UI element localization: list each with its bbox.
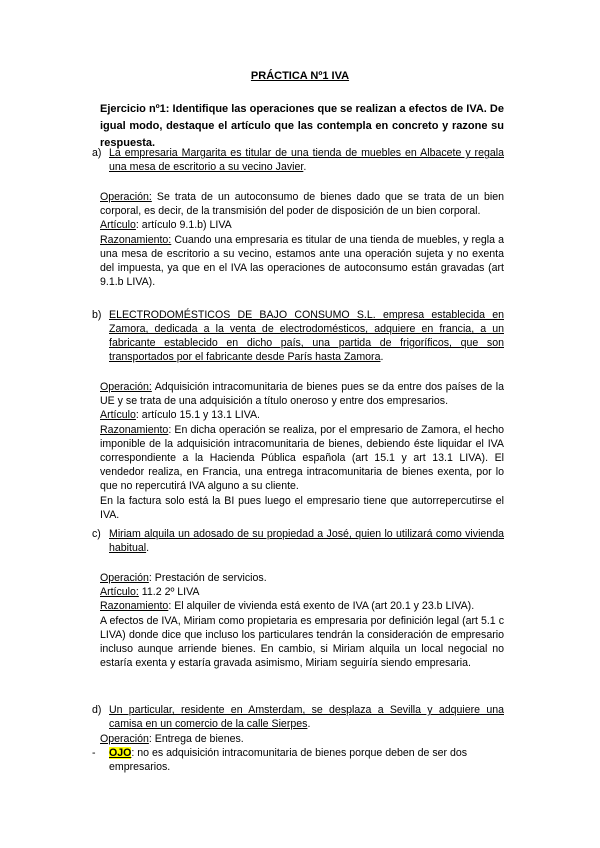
item-d-label: d) [92, 704, 102, 716]
item-b-statement: ELECTRODOMÉSTICOS DE BAJO CONSUMO S.L. empresa establecida en Zamora, dedicada a la venta de electrodomésticos, adquiere en francia, a un fabricante establecido en dicho país, una partida de frigoríficos, que son transportados por el fabricante desde París hasta Zamora [109, 309, 504, 363]
razonamiento-label: Razonamiento [100, 600, 169, 613]
item-d-answer [100, 732, 504, 746]
operacion-label: Operación: [100, 191, 152, 203]
operacion-text: : Entrega de bienes. [148, 733, 244, 745]
item-a: a) La empresaria Margarita es titular de una tienda de muebles en Albacete y regala una mesa de escritorio a su vecino Javier. [92, 147, 504, 173]
operacion-label: Operación: [100, 381, 152, 393]
articulo-text: : artículo 9.1.b) LIVA [135, 219, 232, 232]
page-title: PRÁCTICA Nº1 IVA [250, 70, 350, 82]
item-a-statement: La empresaria Margarita es titular de una tienda de muebles en Albacete y regala una mesa de escritorio a su vecino Javier [109, 147, 504, 173]
item-b-answer [100, 380, 504, 522]
operacion-text: : Prestación de servicios. [148, 572, 267, 584]
item-d: d) Un particular, residente en Amsterdam, se desplaza a Sevilla y adquiere una camisa en un comercio de la calle Sierpes. [92, 704, 504, 730]
bullet-dash: - [92, 747, 96, 759]
item-c: c) Miriam alquila un adosado de su propiedad a José, quien lo utilizará como vivienda habitual. [92, 528, 504, 554]
item-b-extra: En la factura solo está la BI pues luego el empresario tiene que autorrepercutirse el IVA. [100, 494, 504, 521]
item-a-label: a) [92, 147, 102, 159]
item-b: b) ELECTRODOMÉSTICOS DE BAJO CONSUMO S.L. empresa establecida en Zamora, dedicada a la venta de electrodomésticos, adquiere en francia, a un fabricante establecido en dicho país, una partida de frigoríficos, que son transportados por el fabricante desde París hasta Zamora. [92, 309, 504, 363]
articulo-label: Artículo: [100, 586, 139, 599]
item-b-label: b) [92, 309, 102, 321]
ojo-bullet [92, 746, 504, 774]
razonamiento-text: : En dicha operación se realiza, por el empresario de Zamora, el hecho imponible de la adquisición intracomunitaria de bienes, debiendo éste liquidar el IVA correspondiente a la Hacienda Pública española (art 15.1 y art 13.1 LIVA). El vendedor realiza, en Francia, una entrega intracomunitaria de bienes exenta, por lo que no repercutirá IVA alguno a su cliente. [100, 423, 504, 493]
razonamiento-label: Razonamiento: [100, 233, 172, 246]
item-d-statement: Un particular, residente en Amsterdam, se desplaza a Sevilla y adquiere una camisa en un comercio de la calle Sierpes [109, 704, 504, 730]
item-c-label: c) [92, 528, 101, 540]
item-a-answer [100, 190, 504, 289]
ojo-text: : no es adquisición intracomunitaria de bienes porque deben de ser dos empresarios. [109, 747, 468, 773]
operacion-text: Adquisición intracomunitaria de bienes pues se da entre dos países de la UE y se trata de una adquisición a título oneroso y entre dos empresarios. [100, 381, 504, 408]
operacion-text: Se trata de un autoconsumo de bienes dado que se trata de un bien corporal, es decir, de la transmisión del poder de disposición de un bien corporal. [100, 191, 504, 218]
exercise-statement: Ejercicio nº1: Identifique las operaciones que se realizan a efectos de IVA. De igual modo, destaque el artículo que las contempla en concreto y razone su respuesta. [100, 103, 504, 149]
ojo-highlight: OJO [109, 747, 132, 759]
operacion-label: Operación [100, 572, 149, 584]
razonamiento-label: Razonamiento [100, 423, 169, 436]
item-c-statement: Miriam alquila un adosado de su propiedad a José, quien lo utilizará como vivienda habitual [109, 528, 504, 554]
articulo-label: Artículo [100, 219, 136, 232]
item-c-answer [100, 571, 504, 670]
razonamiento-text: : El alquiler de vivienda está exento de IVA (art 20.1 y 23.b LIVA). [168, 600, 475, 613]
articulo-text: 11.2 2º LIVA [138, 586, 200, 599]
item-c-extra: A efectos de IVA, Miriam como propietaria es empresaria por definición legal (art 5.1 c LIVA) donde dice que incluso los particulares tendrán la consideración de empresario incluso aunque arriende bienes. En cambio, si Miriam alquila un local negocial no estaría exenta y estaría gravada asimismo, Miriam seguiría siendo empresaria. [100, 614, 504, 670]
articulo-label: Artículo [100, 409, 136, 422]
razonamiento-text: Cuando una empresaria es titular de una tienda de muebles, y regla a una mesa de escritorio a su vecino, estamos ante una operación sujeta y no exenta del impuesta, ya que en el IVA las operaciones de autoconsumo están gravadas (art 9.1.b LIVA). [100, 233, 504, 289]
articulo-text: : artículo 15.1 y 13.1 LIVA. [135, 409, 260, 422]
operacion-label: Operación [100, 733, 149, 745]
